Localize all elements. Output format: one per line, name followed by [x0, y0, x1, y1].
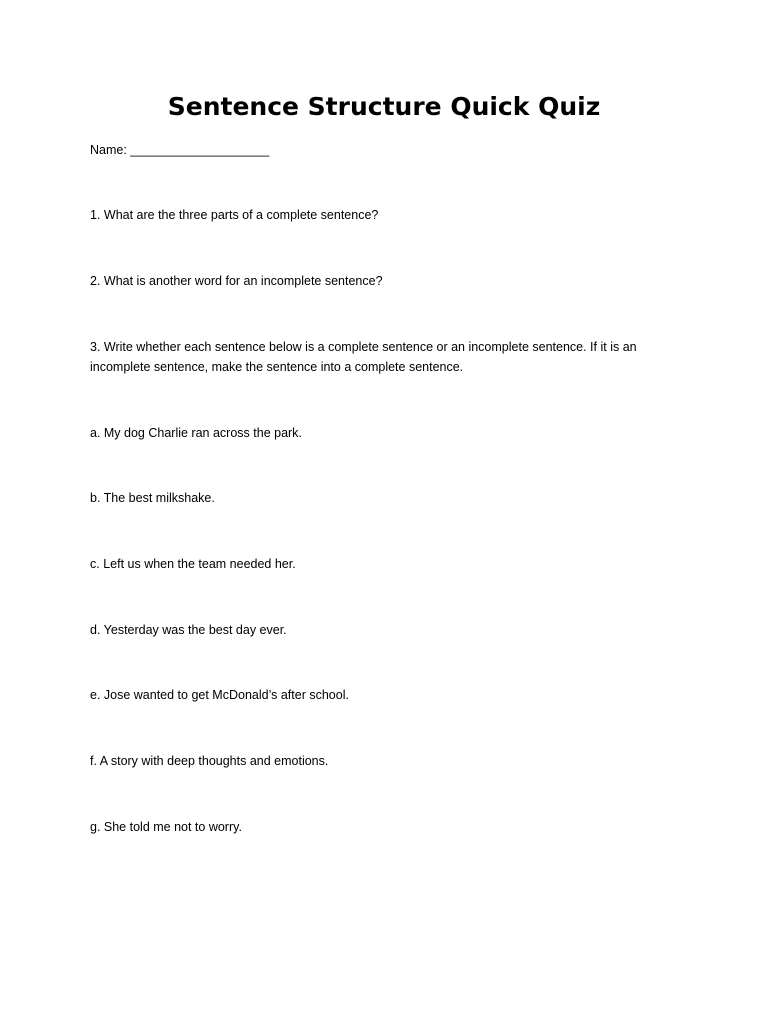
- question-3: 3. Write whether each sentence below is a complete sentence or an incomplete sentence. If it is an incomplete sentence, make the sentence into a complete sentence.: [90, 340, 637, 374]
- sentence-item-e: e. Jose wanted to get McDonald’s after school.: [90, 688, 349, 702]
- sentence-item-g: g. She told me not to worry.: [90, 820, 242, 834]
- sentence-item-f: f. A story with deep thoughts and emotions.: [90, 754, 329, 768]
- question-2: 2. What is another word for an incomplete sentence?: [90, 274, 383, 288]
- question-1: 1. What are the three parts of a complete sentence?: [90, 208, 379, 222]
- sentence-item-d: d. Yesterday was the best day ever.: [90, 623, 287, 637]
- page-title: Sentence Structure Quick Quiz: [167, 92, 601, 121]
- name-line: Name: ____________________: [90, 143, 270, 157]
- sentence-item-b: b. The best milkshake.: [90, 491, 215, 505]
- sentence-item-c: c. Left us when the team needed her.: [90, 557, 296, 571]
- sentence-item-a: a. My dog Charlie ran across the park.: [90, 426, 302, 440]
